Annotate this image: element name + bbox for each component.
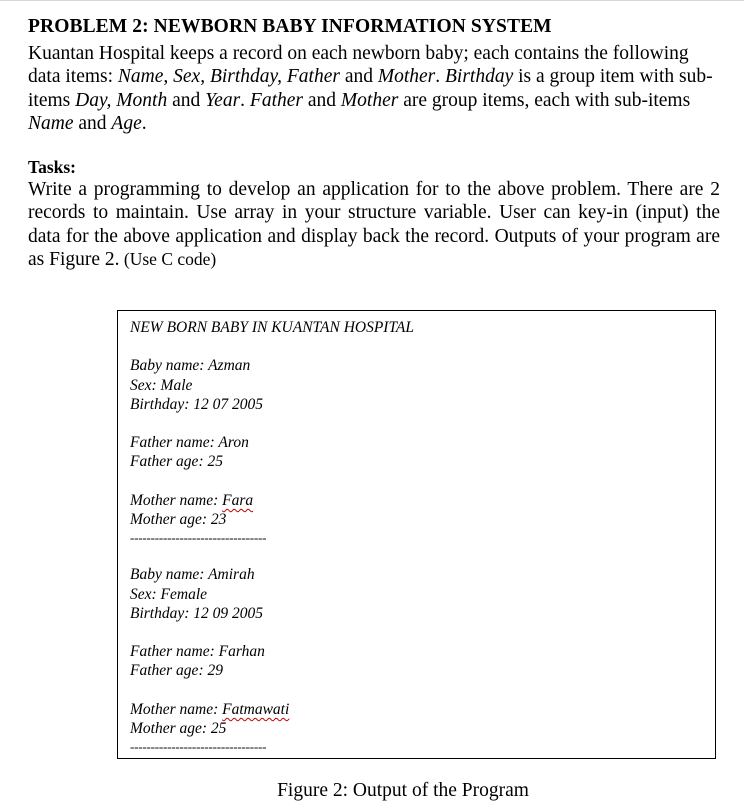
- blank-line: [130, 414, 690, 433]
- father-age-line: [130, 661, 690, 680]
- intro-text: .: [435, 66, 446, 88]
- father-name-value: Farhan: [218, 643, 265, 661]
- intro-term: Day, Month: [75, 89, 168, 111]
- figure-caption: Figure 2: Output of the Program: [277, 780, 529, 801]
- problem-intro: [28, 42, 720, 135]
- sex-line: [130, 376, 690, 395]
- intro-term: Father: [249, 89, 303, 111]
- father-age-value: 29: [207, 662, 223, 680]
- mother-name-line: [130, 491, 690, 510]
- baby-name-value: Amirah: [208, 566, 255, 584]
- blank-line: [130, 546, 690, 565]
- birthday-line: [130, 604, 690, 623]
- father-age-label: Father age:: [130, 453, 208, 471]
- intro-term: Mother: [377, 66, 436, 88]
- problem-title: PROBLEM 2: NEWBORN BABY INFORMATION SYSTEM: [28, 16, 552, 37]
- sex-value: Female: [160, 585, 208, 603]
- intro-text: and: [167, 89, 206, 111]
- father-age-value: 25: [207, 453, 223, 471]
- intro-term: Mother: [340, 89, 399, 111]
- mother-name-line: [130, 700, 690, 719]
- intro-term: Year: [205, 89, 241, 111]
- intro-term: Age: [111, 112, 142, 134]
- top-divider: [0, 0, 744, 1]
- intro-text: are group items, each with sub-items: [398, 89, 691, 111]
- intro-text: .: [141, 112, 147, 134]
- baby-record: [130, 565, 690, 755]
- father-name-label: Father name:: [130, 434, 219, 452]
- mother-age-value: 23: [210, 510, 227, 528]
- intro-term: Birthday: [445, 66, 514, 88]
- sex-value: Male: [160, 376, 193, 394]
- blank-line: [130, 472, 690, 491]
- intro-term: Name: [28, 112, 74, 134]
- father-age-label: Father age:: [130, 662, 208, 680]
- program-output-content: [130, 318, 690, 755]
- tasks-description: [28, 178, 720, 271]
- blank-line: [130, 337, 690, 356]
- record-separator: ---------------------------------: [130, 739, 267, 755]
- father-age-line: [130, 452, 690, 471]
- baby-name-line: [130, 565, 690, 584]
- birthday-label: Birthday:: [130, 395, 194, 413]
- father-name-line: [130, 433, 690, 452]
- record-separator: ---------------------------------: [130, 530, 267, 546]
- baby-name-line: [130, 356, 690, 375]
- intro-text: is a group item with sub-items: [28, 66, 713, 111]
- intro-text: and: [339, 66, 378, 88]
- sex-line: [130, 585, 690, 604]
- father-name-label: Father name:: [130, 643, 219, 661]
- birthday-value: 12 09 2005: [193, 604, 264, 622]
- mother-age-line: [130, 719, 690, 738]
- mother-age-label: Mother age:: [130, 510, 211, 528]
- mother-age-label: Mother age:: [130, 719, 211, 737]
- mother-age-line: [130, 510, 690, 529]
- baby-name-value: Azman: [208, 357, 251, 375]
- intro-text: and: [303, 89, 341, 111]
- document-body: [28, 15, 720, 271]
- intro-text: and: [73, 112, 112, 134]
- tasks-heading: Tasks:: [28, 157, 76, 178]
- birthday-label: Birthday:: [130, 604, 194, 622]
- mother-age-value: 25: [210, 719, 227, 737]
- program-output-box: [117, 310, 716, 759]
- blank-line: [130, 623, 690, 642]
- tasks-body-text: Write a programming to develop an application for to the above problem. There are 2 records to maintain. Use array in your structure variable. User can key-in (input) the data for the above application and display back the record. Outputs of your program are as Figure 2.: [28, 179, 720, 271]
- intro-text: Kuantan Hospital keeps a record on each newborn baby; each contains the following data items:: [28, 43, 689, 88]
- baby-name-label: Baby name:: [130, 357, 209, 375]
- blank-line: [130, 681, 690, 700]
- mother-name-label: Mother name:: [130, 491, 223, 509]
- mother-name-label: Mother name:: [130, 700, 223, 718]
- intro-text: .: [240, 89, 250, 111]
- father-name-line: [130, 642, 690, 661]
- sex-label: Sex:: [130, 376, 161, 394]
- sex-label: Sex:: [130, 585, 161, 603]
- father-name-value: Aron: [218, 434, 249, 452]
- birthday-value: 12 07 2005: [193, 395, 264, 413]
- mother-name-value: Fatmawati: [222, 700, 290, 718]
- mother-name-value: Fara: [222, 491, 254, 509]
- intro-term: Name, Sex, Birthday, Father: [117, 66, 340, 88]
- output-heading: NEW BORN BABY IN KUANTAN HOSPITAL: [130, 319, 415, 336]
- tasks-note: (Use C code): [119, 249, 217, 270]
- baby-record: [130, 356, 690, 546]
- baby-name-label: Baby name:: [130, 566, 209, 584]
- birthday-line: [130, 395, 690, 414]
